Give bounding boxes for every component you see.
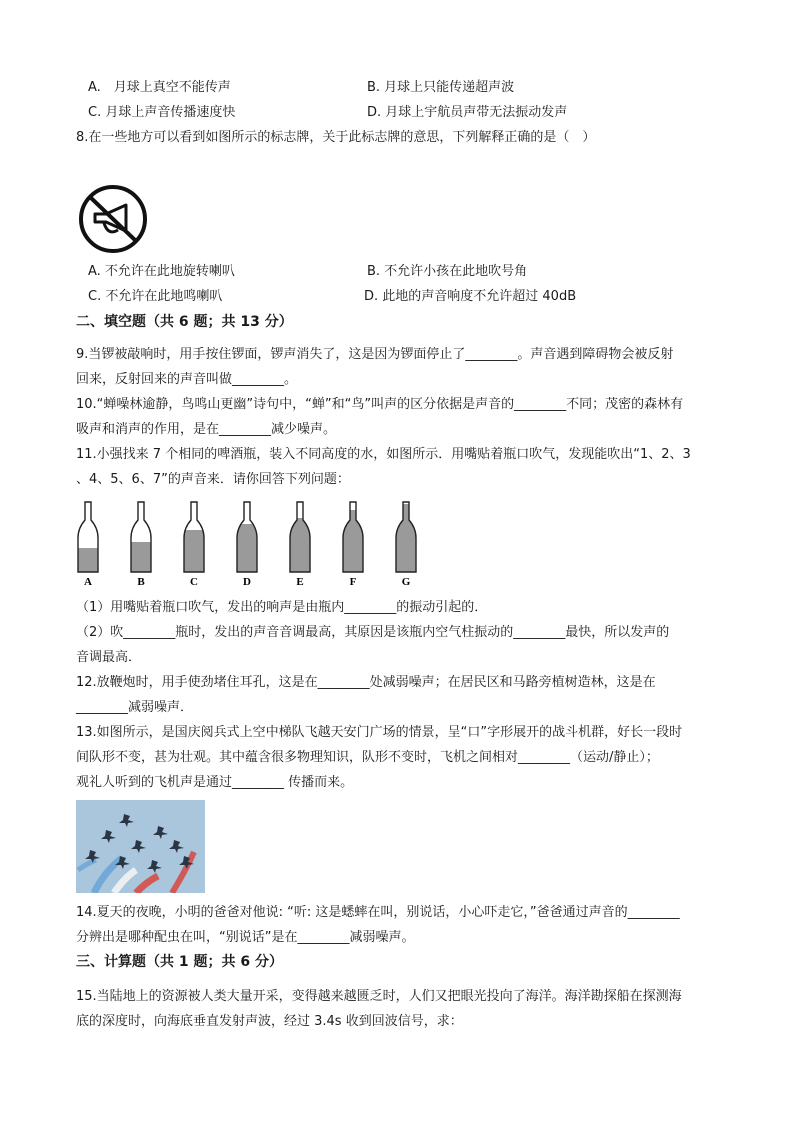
q7-option-d: D. 月球上宇航员声带无法振动发声 [367,105,568,120]
q12-line-2: ________减弱噪声． [76,700,194,715]
q11-line-1: 11.小强找来 7 个相同的啤酒瓶，装入不同高度的水，如图所示．用嘴贴着瓶口吹气，发现能吹出“1、2、3 [76,447,691,462]
q8-option-b: B. 不允许小孩在此地吹号角 [367,264,528,279]
section-calculation-title: 三、计算题（共 1 题；共 6 分） [76,954,283,970]
bottle-f [341,502,365,590]
q11-sub-2-line-1: （2）吹________瓶时，发出的声音音调最高，其原因是该瓶内空气柱振动的________最快，所以发声的 [76,625,670,640]
bottle-label-f: F [349,576,357,588]
q7-option-a: A. 月球上真空不能传声 [88,80,231,95]
section-fill-in-title: 二、填空题（共 6 题；共 13 分） [76,314,293,330]
q7-option-c: C. 月球上声音传播速度快 [88,105,236,120]
bottle-label-a: A [84,576,92,588]
bottles-figure [76,500,421,590]
q8-option-d: D. 此地的声音响度不允许超过 40dB [364,289,577,304]
bottle-label-d: D [243,576,251,588]
bottle-a [76,502,100,590]
q8-option-c: C. 不允许在此地鸣喇叭 [88,289,223,304]
bottle-g [394,502,418,588]
q9-line-2: 回来，反射回来的声音叫做________。 [76,372,298,387]
q15-line-2: 底的深度时，向海底垂直发射声波，经过 3.4s 收到回波信号，求： [76,1014,463,1029]
q12-line-1: 12.放鞭炮时，用手使劲堵住耳孔，这是在________处减弱噪声；在居民区和马路旁植树造林，这是在 [76,675,656,690]
bottle-b [129,502,153,590]
q9-line-1: 9.当锣被敲响时，用手按住锣面，锣声消失了，这是因为锣面停止了________。声音遇到障碍物会被反射 [76,347,674,362]
q13-line-3: 观礼人听到的飞机声是通过________ 传播而来。 [76,775,354,790]
q10-line-1: 10.“蝉噪林逾静，鸟鸣山更幽”诗句中，“蝉”和“鸟”叫声的区分依据是声音的________不同；茂密的森林有 [76,397,684,412]
q8-option-a: A. 不允许在此地旋转喇叭 [88,264,235,279]
bottle-c [182,502,206,590]
q7-option-b: B. 月球上只能传递超声波 [367,80,515,95]
q14-line-2: 分辨出是哪种配虫在叫，“别说话”是在________减弱噪声。 [76,930,415,945]
no-horn-sign [78,184,148,254]
jets-photo [76,800,205,893]
q10-line-2: 吸声和消声的作用，是在________减少噪声。 [76,422,337,437]
q11-sub-2-line-2: 音调最高． [76,650,142,665]
bottle-d [235,502,259,590]
bottle-label-c: C [190,576,198,588]
bottle-label-g: G [401,576,411,588]
bottles-diagram [76,500,421,590]
q14-line-1: 14.夏天的夜晚，小明的爸爸对他说: “听: 这是蟋蟀在叫，别说话，小心吓走它，”爸爸通过声音的________ [76,905,680,920]
q15-line-1: 15.当陆地上的资源被人类大量开采，变得越来越匮乏时，人们又把眼光投向了海洋。海洋勘探船在探测海 [76,989,682,1004]
bottle-e [288,502,312,590]
bottle-label-e: E [296,576,304,588]
q8-stem: 8.在一些地方可以看到如图所示的标志牌，关于此标志牌的意思，下列解释正确的是（ ） [76,130,596,145]
q11-sub-1: （1）用嘴贴着瓶口吹气，发出的响声是由瓶内________的振动引起的． [76,600,488,615]
q11-line-2: 、4、5、6、7”的声音来．请你回答下列问题： [76,472,350,487]
bottle-label-b: B [137,576,145,588]
q13-line-1: 13.如图所示，是国庆阅兵式上空中梯队飞越天安门广场的情景，呈“口”字形展开的战斗机群，好长一段时 [76,725,683,740]
q13-line-2: 间队形不变，甚为壮观。其中蕴含很多物理知识，队形不变时，飞机之间相对________（运动/静止）； [76,750,659,765]
